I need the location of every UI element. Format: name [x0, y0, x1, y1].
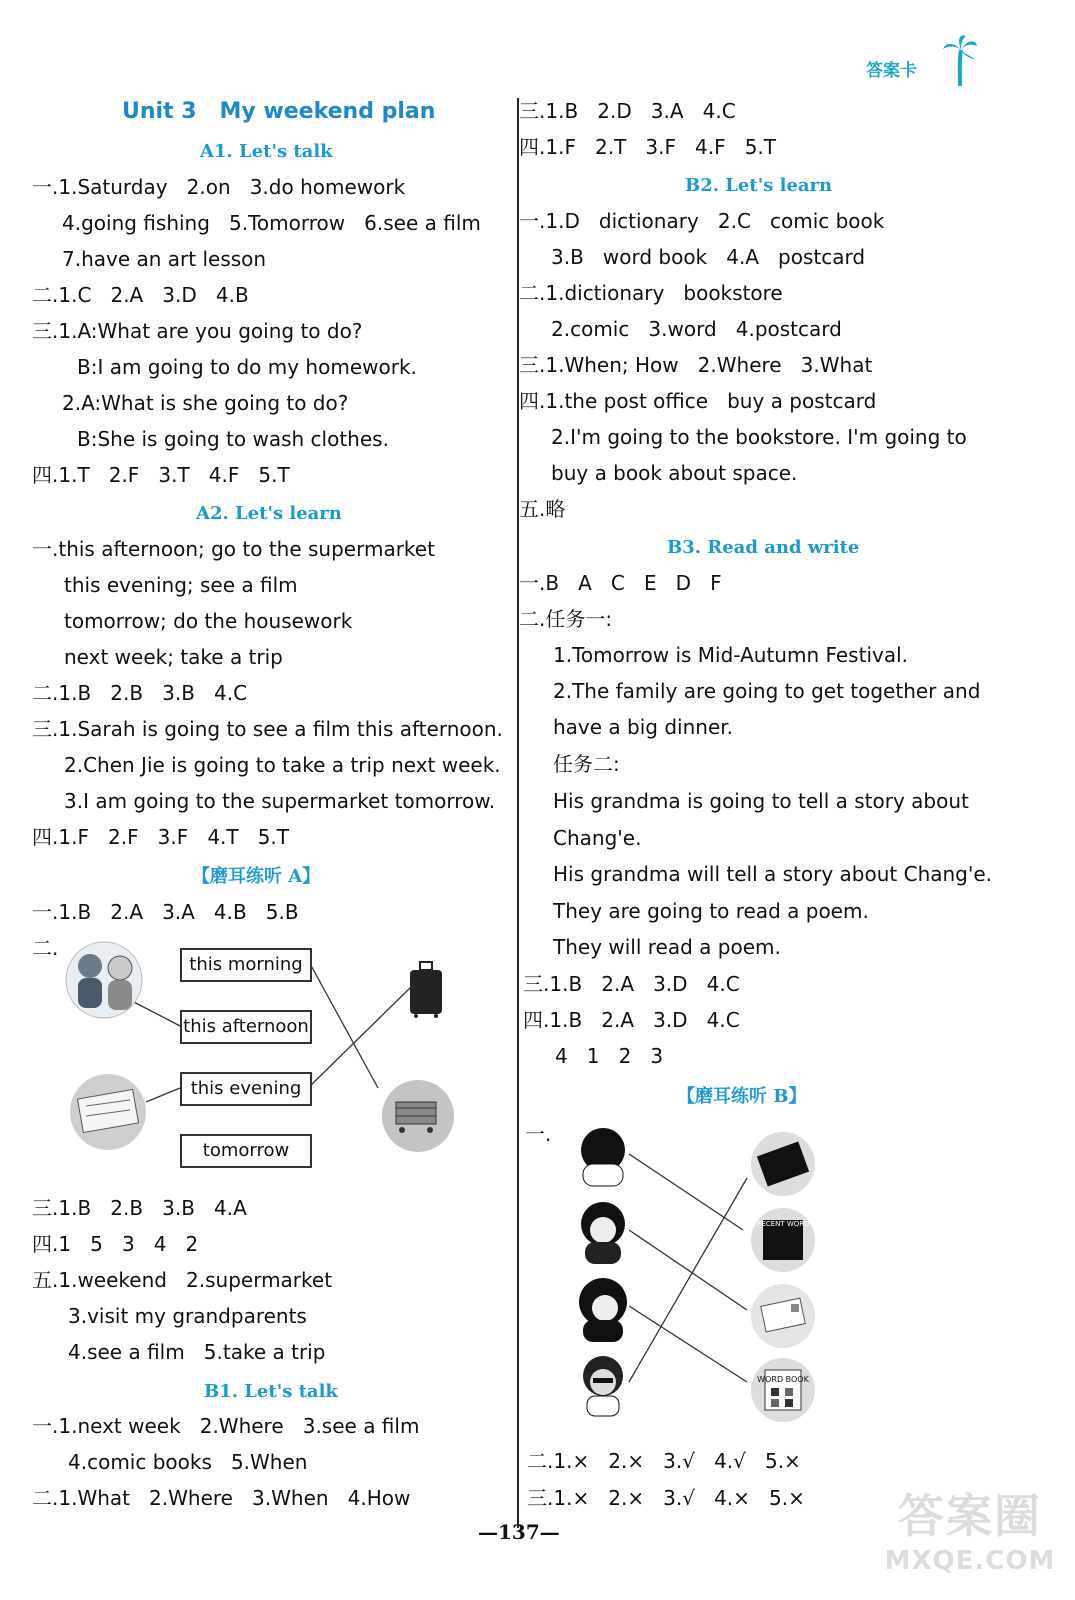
word-book-label: WORD BOOK — [757, 1375, 809, 1384]
answer-line: 2.Chen Jie is going to take a trip next week. — [64, 753, 501, 777]
answer-line: They are going to read a poem. — [553, 899, 869, 923]
people-picture-icon — [66, 942, 142, 1018]
matching-diagram-b — [533, 1120, 1053, 1450]
answer-line: 一. — [525, 1122, 552, 1146]
answer-line: 4 1 2 3 — [555, 1044, 664, 1068]
girl-avatar-icon — [581, 1202, 625, 1264]
palm-tree-icon — [942, 34, 978, 88]
answer-line: 3.visit my grandparents — [68, 1304, 307, 1328]
answer-line: 2.I'm going to the bookstore. I'm going to — [551, 425, 967, 449]
answer-line: 二.1.C 2.A 3.D 4.B — [32, 283, 249, 307]
answer-line: 五.1.weekend 2.supermarket — [32, 1268, 333, 1292]
label-box: this afternoon — [180, 1010, 312, 1044]
answer-line: 一.1.B 2.A 3.A 4.B 5.B — [32, 900, 299, 924]
answer-line: His grandma will tell a story about Chang'e. — [553, 862, 993, 886]
section-title-a1: A1. Let's talk — [200, 141, 333, 162]
answer-line: this evening; see a film — [64, 573, 298, 597]
page-number: —137— — [478, 1520, 560, 1544]
label-box: this evening — [180, 1072, 312, 1106]
answer-line: 3.B word book 4.A postcard — [551, 245, 866, 269]
watermark-url: MXQE.COM — [884, 1546, 1056, 1576]
answer-line: have a big dinner. — [553, 715, 733, 739]
answer-line: 三.1.B 2.A 3.D 4.C — [523, 972, 740, 996]
section-title-b3: B3. Read and write — [667, 537, 860, 558]
answer-line: 三.1.× 2.× 3.√ 4.× 5.× — [527, 1486, 805, 1510]
answer-line: 二. — [32, 936, 59, 960]
answer-line: 一.this afternoon; go to the supermarket — [32, 537, 435, 561]
girl-with-ponytail-avatar-icon — [579, 1278, 627, 1342]
shopping-cart-icon — [382, 1080, 454, 1152]
watermark — [880, 1480, 1060, 1576]
answer-line: 2.A:What is she going to do? — [62, 391, 349, 415]
answer-line: 1.Tomorrow is Mid-Autumn Festival. — [553, 643, 909, 667]
answer-line: They will read a poem. — [553, 935, 781, 959]
section-title-b2: B2. Let's learn — [685, 175, 833, 196]
answer-line: 四.1.F 2.F 3.F 4.T 5.T — [32, 825, 290, 849]
boy-avatar-icon — [581, 1128, 625, 1186]
answer-line: 四.1.B 2.A 3.D 4.C — [523, 1008, 740, 1032]
answer-line: 一.B A C E D F — [519, 571, 722, 595]
answer-line: 三.1.B 2.B 3.B 4.A — [32, 1196, 247, 1220]
section-title-listening-b: 【磨耳练听 B】 — [677, 1086, 807, 1107]
recent-word-book-icon — [751, 1208, 815, 1272]
answer-line: 四.1.T 2.F 3.T 4.F 5.T — [32, 463, 290, 487]
unit-title: Unit 3 My weekend plan — [122, 99, 436, 124]
answer-line: His grandma is going to tell a story about — [553, 789, 969, 813]
suitcase-icon — [410, 962, 442, 1018]
answer-line: 三.1.B 2.D 3.A 4.C — [519, 99, 736, 123]
answer-line: 一.1.Saturday 2.on 3.do homework — [32, 175, 406, 199]
answer-line: 三.1.A:What are you going to do? — [32, 319, 363, 343]
answer-line: 任务二: — [553, 752, 620, 776]
answer-line: 2.The family are going to get together and — [553, 679, 981, 703]
book-icon — [751, 1132, 815, 1196]
answer-line: 4.comic books 5.When — [68, 1450, 308, 1474]
answer-line: next week; take a trip — [64, 645, 283, 669]
answer-line: 二.1.dictionary bookstore — [519, 281, 783, 305]
answer-line: 四.1 5 3 4 2 — [32, 1232, 199, 1256]
answer-line: 二.1.× 2.× 3.√ 4.√ 5.× — [527, 1449, 801, 1473]
answer-line: 四.1.F 2.T 3.F 4.F 5.T — [519, 135, 777, 159]
answer-line: 4.going fishing 5.Tomorrow 6.see a film — [62, 211, 481, 235]
section-title-b1: B1. Let's talk — [204, 1381, 338, 1402]
word-book-icon — [751, 1358, 815, 1422]
answer-line: 7.have an art lesson — [62, 247, 267, 271]
answer-line: tomorrow; do the housework — [64, 609, 353, 633]
postcard-icon — [751, 1284, 815, 1348]
label-box: tomorrow — [180, 1134, 312, 1168]
section-title-listening-a: 【磨耳练听 A】 — [192, 866, 321, 887]
column-divider — [517, 98, 519, 1528]
boy-with-glasses-avatar-icon — [583, 1356, 623, 1416]
answer-line: 4.see a film 5.take a trip — [68, 1340, 326, 1364]
answer-line: 2.comic 3.word 4.postcard — [551, 317, 842, 341]
answer-line: 二.1.B 2.B 3.B 4.C — [32, 681, 248, 705]
answer-line: 3.I am going to the supermarket tomorrow. — [64, 789, 496, 813]
answer-line: 五.略 — [519, 497, 566, 521]
answer-line: 三.1.Sarah is going to see a film this afternoon. — [32, 717, 503, 741]
answer-line: Chang'e. — [553, 826, 642, 850]
answer-line: B:I am going to do my homework. — [77, 355, 417, 379]
answer-line: 一.1.D dictionary 2.C comic book — [519, 209, 885, 233]
watermark-main: 答案圈 — [898, 1489, 1042, 1543]
label-box: this morning — [180, 948, 312, 982]
recent-word-label: RECENT WORD — [756, 1220, 810, 1228]
answer-line: buy a book about space. — [551, 461, 798, 485]
film-tickets-icon — [70, 1074, 146, 1150]
answer-line: B:She is going to wash clothes. — [77, 427, 389, 451]
section-title-a2: A2. Let's learn — [196, 503, 342, 524]
answer-card-brand: 答案卡 — [866, 61, 917, 81]
answer-line: 四.1.the post office buy a postcard — [519, 389, 877, 413]
answer-line: 二.1.What 2.Where 3.When 4.How — [32, 1486, 411, 1510]
answer-line: 二.任务一: — [519, 607, 613, 631]
answer-line: 三.1.When; How 2.Where 3.What — [519, 353, 873, 377]
answer-line: 一.1.next week 2.Where 3.see a film — [32, 1414, 420, 1438]
